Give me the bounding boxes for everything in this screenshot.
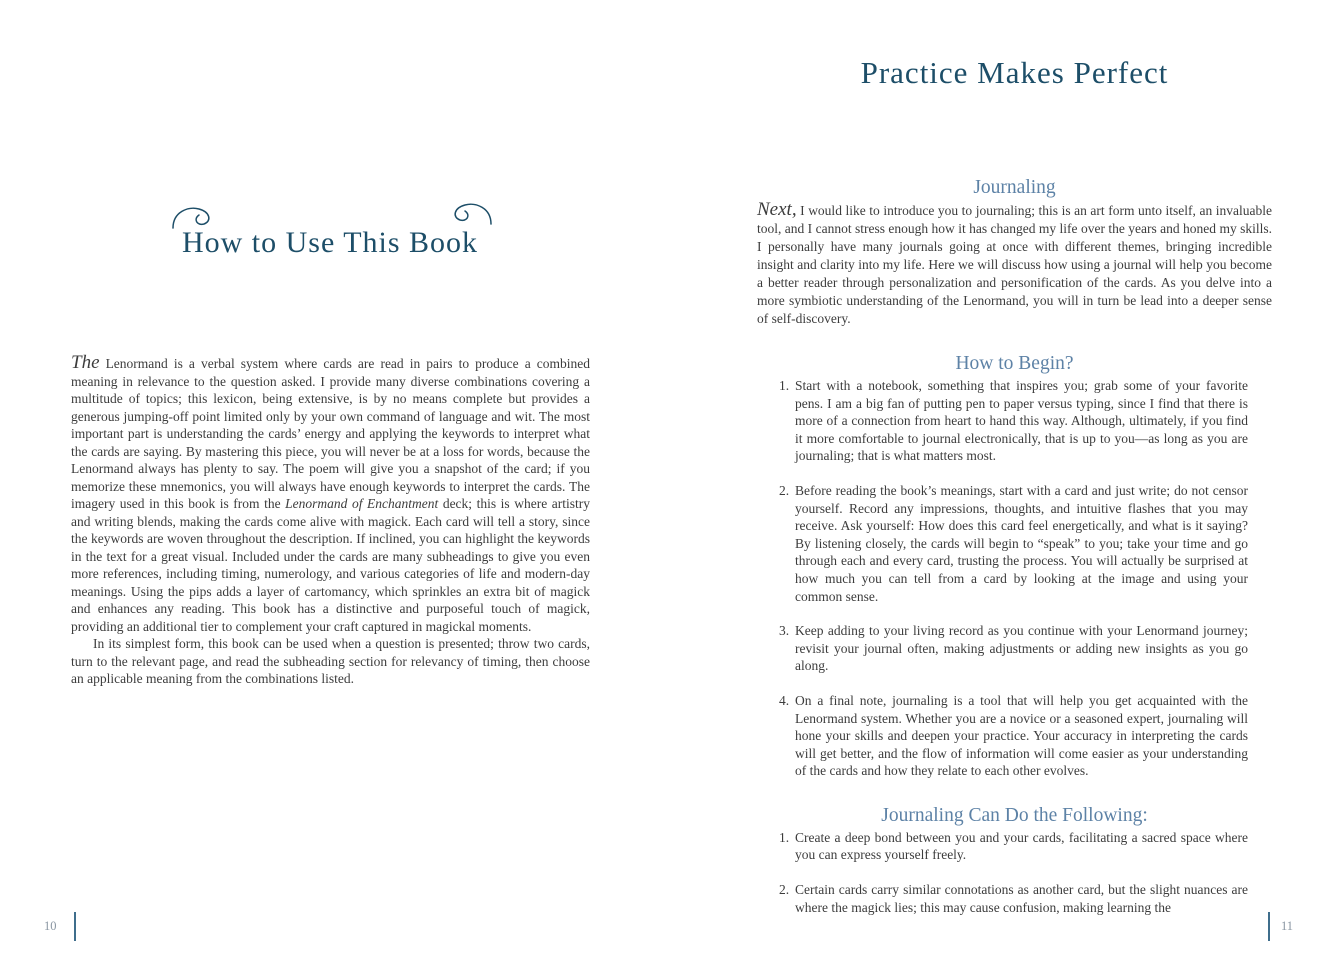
list-item-text: On a final note, journaling is a tool that will help you get acquainted with the Lenormand system. Whether you are a novice or a seasoned expert, journaling will hone your skills and deepen your practice. Your accuracy in interpreting the cards will get better, and the flow of information will come easier as your understanding of the cards and how they relate to each other evolves. <box>795 692 1248 779</box>
list-item-text: Start with a notebook, something that inspires you; grab some of your favorite pens. I am a big fan of putting pen to paper versus typing, since I find that there is more of a connection from heart to hand this way. Although, ultimately, if you find it more comfortable to journal electronically, that is up to you—as long as you are journaling; that is what matters most. <box>795 378 1248 464</box>
paragraph-text: deck; this is where artistry and writing blends, making the cards come alive with magick. Each card will tell a story, since the keywords are woven throughout the description. If inclined, you can highlight the keywords in the text for a great visual. Included under the cards are many subheadings to give you even more references, including timing, numerology, and various categories of life and modern-day meanings. Using the pips adds a layer of cartomancy, which sprinkles an extra bit of magick and enhances any reading. This book has a distinctive and purposeful touch of magick, providing an additional tier to complement your craft captured in magickal moments. <box>71 496 590 634</box>
lead-word: Next, <box>757 199 797 220</box>
list-item-number: 1. <box>779 378 790 393</box>
deck-name: Lenormand of Enchantment <box>285 496 439 511</box>
body-paragraph: In its simplest form, this book can be used when a question is presented; throw two cards, turn to the relevant page, and read the subheading section for relevancy of timing, then choose an applicable meaning from the combinations listed. <box>71 636 590 686</box>
journaling-following-list <box>779 829 1248 916</box>
list-item-number: 1. <box>779 829 790 845</box>
list-item <box>779 829 1248 864</box>
list-item <box>779 482 1248 605</box>
list-item-text: Keep adding to your living record as you continue with your Lenormand journey; revisit your journal often, making adjustments or adding new insights as you go along. <box>795 623 1248 674</box>
list-item-number: 2. <box>779 482 790 498</box>
section-heading-journaling: Journaling <box>973 177 1056 198</box>
chapter-title-block <box>0 226 660 260</box>
list-item <box>779 881 1248 916</box>
section-heading-journaling-following: Journaling Can Do the Following: <box>881 804 1148 826</box>
how-to-begin-list <box>779 377 1248 780</box>
list-item-number: 2. <box>779 882 790 898</box>
paragraph-text: I would like to introduce you to journaling; this is an art form unto itself, an invaluable tool, and I cannot stress enough how it has changed my life over the years and honed my skills. I personally have many journals going at once with different themes, bringing incredible insight and clarity into my life. Here we will discuss how using a journal will help you become a better reader through personalization and personification of the cards. As you delve into a more symbiotic understanding of the Lenormand, you will in turn be lead into a deeper sense of self-discovery. <box>757 203 1272 326</box>
list-item <box>779 377 1248 465</box>
footer-rule <box>74 912 76 941</box>
swash-flourish-icon <box>170 204 216 230</box>
swash-flourish-icon <box>448 200 494 226</box>
list-item-number: 4. <box>779 692 790 708</box>
section-paragraph <box>757 199 1272 328</box>
right-page <box>672 0 1344 960</box>
list-item <box>779 692 1248 780</box>
chapter-body <box>71 352 590 688</box>
list-item-text: Create a deep bond between you and your cards, facilitating a sacred space where you can express yourself freely. <box>795 829 1248 863</box>
list-item-number: 3. <box>779 623 790 639</box>
page-number: 11 <box>1281 919 1294 933</box>
body-paragraph <box>71 352 590 635</box>
list-item <box>779 622 1248 675</box>
footer-rule <box>1268 912 1270 941</box>
chapter-title: How to Use This Book <box>181 226 479 259</box>
paragraph-text: Lenormand is a verbal system where cards are read in pairs to produce a combined meaning in relevance to the question asked. I provide many diverse combinations covering a multitude of topics; this lexicon, being extensive, is by no means complete but provides a generous jumping-off point limited only by your own command of language and wit. The most important part is understanding the cards’ energy and applying the keywords to interpret what the cards are saying. By mastering this piece, you will never be at a loss for words, because the Lenormand always has plenty to say. The poem will give you a snapshot of the card; if you memorize these mnemonics, you will always have enough keywords to interpret the cards. The imagery used in this book is from the <box>71 356 590 511</box>
list-item-text: Certain cards carry similar connotations as another card, but the slight nuances are where the magick lies; this may cause confusion, making learning the <box>795 882 1248 915</box>
right-page-column <box>757 55 1272 916</box>
lead-word: The <box>71 352 100 373</box>
section-heading-how-to-begin: How to Begin? <box>955 353 1074 374</box>
page-number: 10 <box>44 919 57 933</box>
chapter-title: Practice Makes Perfect <box>860 55 1169 90</box>
list-item-text: Before reading the book’s meanings, start with a card and just write; do not censor yourself. Record any impressions, thoughts, and intuitive flashes that you may receive. Ask yourself: How does this card feel energetically, and what is it saying? By listening closely, the cards will begin to “speak” to you; take your time and go through each and every card, trusting the process. You will actually be surprised at how much you can tell from a card by looking at the image and using your common sense. <box>795 482 1248 604</box>
